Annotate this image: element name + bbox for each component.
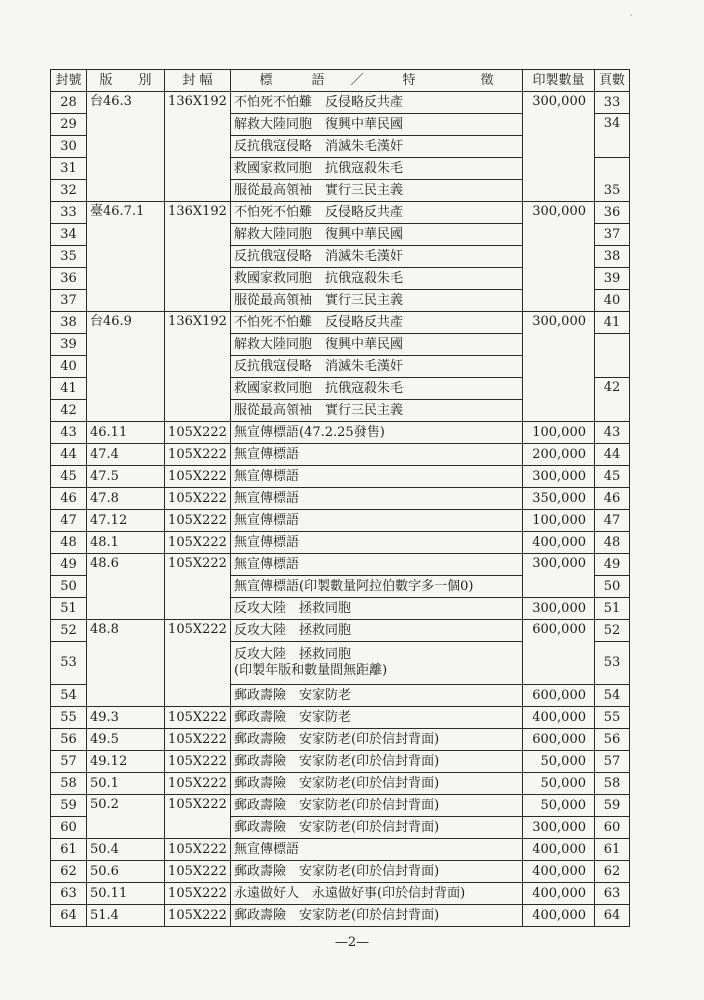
row-page: 40 bbox=[595, 290, 630, 312]
row-id: 41 bbox=[51, 378, 87, 400]
row-edition: 47.12 bbox=[87, 510, 165, 532]
row-slogan: 反攻大陸 拯救同胞 bbox=[231, 598, 523, 620]
row-id: 31 bbox=[51, 158, 87, 180]
table-row bbox=[51, 861, 630, 883]
row-id: 35 bbox=[51, 246, 87, 268]
row-qty: 50,000 bbox=[523, 751, 595, 773]
row-id: 50 bbox=[51, 576, 87, 598]
row-qty: 50,000 bbox=[523, 773, 595, 795]
row-slogan: 無宣傳標語(47.2.25發售) bbox=[231, 422, 523, 444]
table-row bbox=[51, 839, 630, 861]
table-row bbox=[51, 795, 630, 817]
row-slogan: 郵政壽險 安家防老(印於信封背面) bbox=[231, 795, 523, 817]
row-slogan: 反抗俄寇侵略 消滅朱毛漢奸 bbox=[231, 136, 523, 158]
row-page: 44 bbox=[595, 444, 630, 466]
row-size: 105X222 bbox=[165, 905, 231, 927]
row-slogan: 郵政壽險 安家防老(印於信封背面) bbox=[231, 861, 523, 883]
row-edition: 51.4 bbox=[87, 905, 165, 927]
row-page: 61 bbox=[595, 839, 630, 861]
table-row bbox=[51, 92, 630, 114]
row-slogan: 無宣傳標語 bbox=[231, 510, 523, 532]
row-edition: 50.1 bbox=[87, 773, 165, 795]
row-id: 36 bbox=[51, 268, 87, 290]
row-size: 105X222 bbox=[165, 510, 231, 532]
row-qty: 200,000 bbox=[523, 444, 595, 466]
row-id: 32 bbox=[51, 180, 87, 202]
cover-list-table bbox=[50, 69, 630, 927]
row-qty: 300,000 bbox=[523, 554, 595, 598]
header-page: 頁數 bbox=[595, 70, 630, 92]
row-size: 136X192 bbox=[165, 92, 231, 202]
row-id: 28 bbox=[51, 92, 87, 114]
row-qty: 300,000 bbox=[523, 466, 595, 488]
row-size: 105X222 bbox=[165, 554, 231, 620]
table-row bbox=[51, 532, 630, 554]
row-page: 39 bbox=[595, 268, 630, 290]
row-slogan: 郵政壽險 安家防老(印於信封背面) bbox=[231, 905, 523, 927]
row-qty: 600,000 bbox=[523, 685, 595, 707]
table-row bbox=[51, 620, 630, 642]
row-size: 105X222 bbox=[165, 795, 231, 839]
row-id: 64 bbox=[51, 905, 87, 927]
row-page: 63 bbox=[595, 883, 630, 905]
row-page: 64 bbox=[595, 905, 630, 927]
row-slogan: 解救大陸同胞 復興中華民國 bbox=[231, 114, 523, 136]
row-id: 40 bbox=[51, 356, 87, 378]
row-id: 59 bbox=[51, 795, 87, 817]
header-id: 封號 bbox=[51, 70, 87, 92]
row-qty: 300,000 bbox=[523, 598, 595, 620]
row-edition: 台46.9 bbox=[87, 312, 165, 422]
row-page: 56 bbox=[595, 729, 630, 751]
row-qty: 400,000 bbox=[523, 839, 595, 861]
row-size: 105X222 bbox=[165, 422, 231, 444]
row-page: 51 bbox=[595, 598, 630, 620]
row-page: 48 bbox=[595, 532, 630, 554]
row-qty: 300,000 bbox=[523, 202, 595, 312]
row-edition: 50.4 bbox=[87, 839, 165, 861]
row-page: 62 bbox=[595, 861, 630, 883]
row-edition: 49.12 bbox=[87, 751, 165, 773]
row-slogan: 反抗俄寇侵略 消滅朱毛漢奸 bbox=[231, 356, 523, 378]
row-id: 43 bbox=[51, 422, 87, 444]
row-edition: 47.8 bbox=[87, 488, 165, 510]
table-row bbox=[51, 488, 630, 510]
row-page: 60 bbox=[595, 817, 630, 839]
row-id: 51 bbox=[51, 598, 87, 620]
row-edition: 46.11 bbox=[87, 422, 165, 444]
row-id: 39 bbox=[51, 334, 87, 356]
row-page: 55 bbox=[595, 707, 630, 729]
row-slogan: 救國家救同胞 抗俄寇殺朱毛 bbox=[231, 158, 523, 180]
row-page: 47 bbox=[595, 510, 630, 532]
table-row bbox=[51, 883, 630, 905]
row-edition: 47.5 bbox=[87, 466, 165, 488]
row-qty: 600,000 bbox=[523, 729, 595, 751]
row-id: 45 bbox=[51, 466, 87, 488]
row-size: 105X222 bbox=[165, 444, 231, 466]
row-edition: 50.6 bbox=[87, 861, 165, 883]
row-slogan: 反攻大陸 拯救同胞 bbox=[231, 620, 523, 642]
row-size: 136X192 bbox=[165, 312, 231, 422]
row-page: 42 bbox=[595, 378, 630, 422]
row-edition: 50.2 bbox=[87, 795, 165, 839]
table-row bbox=[51, 444, 630, 466]
row-size: 136X192 bbox=[165, 202, 231, 312]
row-id: 56 bbox=[51, 729, 87, 751]
row-edition: 48.6 bbox=[87, 554, 165, 620]
row-page-empty bbox=[595, 334, 630, 378]
row-qty: 50,000 bbox=[523, 795, 595, 817]
row-qty: 400,000 bbox=[523, 707, 595, 729]
row-page: 38 bbox=[595, 246, 630, 268]
row-slogan: 郵政壽險 安家防老(印於信封背面) bbox=[231, 817, 523, 839]
row-qty: 300,000 bbox=[523, 92, 595, 202]
row-id: 44 bbox=[51, 444, 87, 466]
row-page: 58 bbox=[595, 773, 630, 795]
row-edition: 台46.3 bbox=[87, 92, 165, 202]
row-slogan: 不怕死不怕難 反侵略反共產 bbox=[231, 202, 523, 224]
row-slogan: 不怕死不怕難 反侵略反共產 bbox=[231, 92, 523, 114]
row-qty: 600,000 bbox=[523, 620, 595, 685]
corner-mark: ′ bbox=[630, 14, 633, 25]
row-id: 33 bbox=[51, 202, 87, 224]
row-edition: 臺46.7.1 bbox=[87, 202, 165, 312]
row-slogan-line2: (印製年版和數量間無距離) bbox=[234, 663, 388, 678]
row-qty: 100,000 bbox=[523, 422, 595, 444]
row-id: 30 bbox=[51, 136, 87, 158]
table-row bbox=[51, 729, 630, 751]
row-qty: 100,000 bbox=[523, 510, 595, 532]
row-page: 34 bbox=[595, 114, 630, 158]
table-row bbox=[51, 202, 630, 224]
row-id: 48 bbox=[51, 532, 87, 554]
row-page: 49 bbox=[595, 554, 630, 576]
row-slogan: 反抗俄寇侵略 消滅朱毛漢奸 bbox=[231, 246, 523, 268]
row-page: 57 bbox=[595, 751, 630, 773]
table-row bbox=[51, 422, 630, 444]
row-page: 52 bbox=[595, 620, 630, 642]
row-slogan: 永遠做好人 永遠做好事(印於信封背面) bbox=[231, 883, 523, 905]
row-size: 105X222 bbox=[165, 466, 231, 488]
row-size: 105X222 bbox=[165, 883, 231, 905]
row-id: 57 bbox=[51, 751, 87, 773]
row-slogan: 救國家救同胞 抗俄寇殺朱毛 bbox=[231, 378, 523, 400]
row-page: 50 bbox=[595, 576, 630, 598]
row-slogan: 無宣傳標語 bbox=[231, 554, 523, 576]
row-qty: 300,000 bbox=[523, 817, 595, 839]
header-size: 封 幅 bbox=[165, 70, 231, 92]
row-slogan-line1: 反攻大陸 拯救同胞 bbox=[234, 647, 352, 662]
table-row bbox=[51, 510, 630, 532]
row-slogan: 郵政壽險 安家防老(印於信封背面) bbox=[231, 773, 523, 795]
table-row bbox=[51, 466, 630, 488]
row-id: 58 bbox=[51, 773, 87, 795]
row-size: 105X222 bbox=[165, 751, 231, 773]
row-id: 47 bbox=[51, 510, 87, 532]
row-id: 53 bbox=[51, 642, 87, 685]
row-page: 36 bbox=[595, 202, 630, 224]
row-edition: 49.5 bbox=[87, 729, 165, 751]
row-size: 105X222 bbox=[165, 488, 231, 510]
row-edition: 50.11 bbox=[87, 883, 165, 905]
row-slogan: 解救大陸同胞 復興中華民國 bbox=[231, 334, 523, 356]
row-slogan: 不怕死不怕難 反侵略反共產 bbox=[231, 312, 523, 334]
row-slogan: 無宣傳標語 bbox=[231, 488, 523, 510]
row-slogan: 服從最高領袖 實行三民主義 bbox=[231, 400, 523, 422]
row-slogan: 郵政壽險 安家防老 bbox=[231, 685, 523, 707]
row-size: 105X222 bbox=[165, 861, 231, 883]
row-size: 105X222 bbox=[165, 707, 231, 729]
row-qty: 400,000 bbox=[523, 861, 595, 883]
table-row bbox=[51, 773, 630, 795]
row-page: 37 bbox=[595, 224, 630, 246]
row-slogan: 救國家救同胞 抗俄寇殺朱毛 bbox=[231, 268, 523, 290]
row-slogan: 無宣傳標語 bbox=[231, 444, 523, 466]
table-row bbox=[51, 751, 630, 773]
row-size: 105X222 bbox=[165, 532, 231, 554]
row-page: 43 bbox=[595, 422, 630, 444]
row-id: 60 bbox=[51, 817, 87, 839]
row-page: 54 bbox=[595, 685, 630, 707]
row-id: 61 bbox=[51, 839, 87, 861]
page-number: —2— bbox=[334, 935, 370, 950]
row-slogan: 服從最高領袖 實行三民主義 bbox=[231, 180, 523, 202]
row-id: 63 bbox=[51, 883, 87, 905]
row-page: 41 bbox=[595, 312, 630, 334]
row-id: 34 bbox=[51, 224, 87, 246]
row-slogan: 無宣傳標語 bbox=[231, 532, 523, 554]
row-size: 105X222 bbox=[165, 773, 231, 795]
row-id: 54 bbox=[51, 685, 87, 707]
header-edition: 版 別 bbox=[87, 70, 165, 92]
row-page: 45 bbox=[595, 466, 630, 488]
row-id: 37 bbox=[51, 290, 87, 312]
row-size: 105X222 bbox=[165, 839, 231, 861]
table-row bbox=[51, 707, 630, 729]
table-row bbox=[51, 905, 630, 927]
row-id: 29 bbox=[51, 114, 87, 136]
row-slogan: 服從最高領袖 實行三民主義 bbox=[231, 290, 523, 312]
row-id: 62 bbox=[51, 861, 87, 883]
row-qty: 350,000 bbox=[523, 488, 595, 510]
row-size: 105X222 bbox=[165, 620, 231, 707]
row-edition: 48.1 bbox=[87, 532, 165, 554]
row-edition: 48.8 bbox=[87, 620, 165, 707]
row-page: 53 bbox=[595, 642, 630, 685]
row-edition: 47.4 bbox=[87, 444, 165, 466]
row-page: 46 bbox=[595, 488, 630, 510]
row-slogan: 郵政壽險 安家防老(印於信封背面) bbox=[231, 729, 523, 751]
row-id: 49 bbox=[51, 554, 87, 576]
row-id: 55 bbox=[51, 707, 87, 729]
row-slogan: 郵政壽險 安家防老(印於信封背面) bbox=[231, 751, 523, 773]
row-slogan: 解救大陸同胞 復興中華民國 bbox=[231, 224, 523, 246]
row-page: 59 bbox=[595, 795, 630, 817]
row-id: 42 bbox=[51, 400, 87, 422]
row-page: 33 bbox=[595, 92, 630, 114]
row-id: 46 bbox=[51, 488, 87, 510]
row-edition: 49.3 bbox=[87, 707, 165, 729]
row-slogan: 無宣傳標語(印製數量阿拉伯數字多一個0) bbox=[231, 576, 523, 598]
row-slogan: 郵政壽險 安家防老 bbox=[231, 707, 523, 729]
row-id: 38 bbox=[51, 312, 87, 334]
table-row bbox=[51, 554, 630, 576]
row-slogan: 無宣傳標語 bbox=[231, 839, 523, 861]
header-qty: 印製數量 bbox=[523, 70, 595, 92]
header-slogan: 標 語 ／ 特 徵 bbox=[231, 70, 523, 92]
row-size: 105X222 bbox=[165, 729, 231, 751]
table-header-row bbox=[51, 70, 630, 92]
table-row bbox=[51, 312, 630, 334]
row-qty: 300,000 bbox=[523, 312, 595, 422]
row-qty: 400,000 bbox=[523, 883, 595, 905]
row-qty: 400,000 bbox=[523, 532, 595, 554]
row-page: 35 bbox=[595, 158, 630, 202]
row-id: 52 bbox=[51, 620, 87, 642]
row-qty: 400,000 bbox=[523, 905, 595, 927]
row-slogan: 無宣傳標語 bbox=[231, 466, 523, 488]
row-slogan bbox=[231, 642, 523, 685]
